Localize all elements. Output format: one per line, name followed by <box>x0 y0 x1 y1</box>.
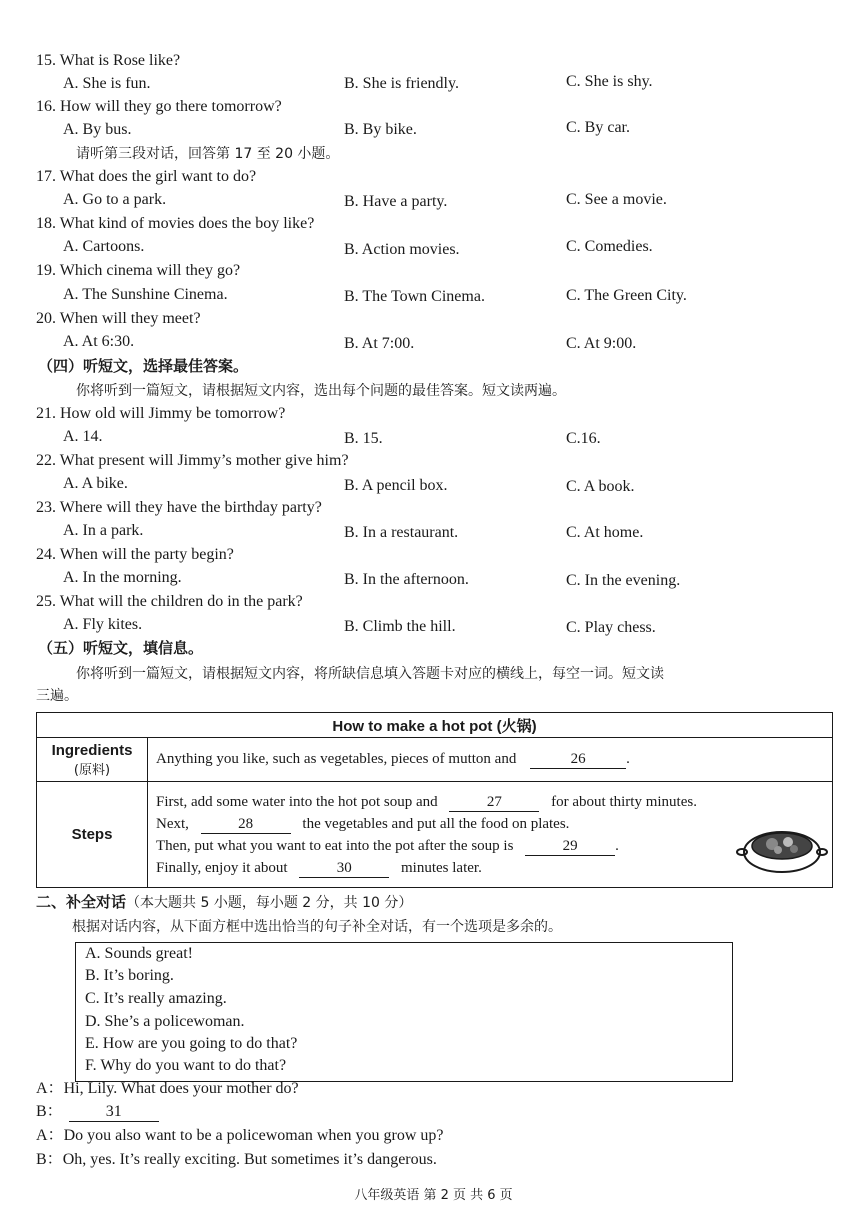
step-2-pre: Next, <box>156 815 189 832</box>
question-17-option-b: B. Have a party. <box>344 193 448 210</box>
step-1-pre: First, add some water into the hot pot soup and <box>156 793 438 810</box>
question-24-option-c: C. In the evening. <box>566 572 681 589</box>
step-4-pre: Finally, enjoy it about <box>156 859 288 876</box>
question-18-option-c: C. Comedies. <box>566 238 653 255</box>
question-16-option-c: C. By car. <box>566 119 630 136</box>
dialog-line-4 <box>36 1150 437 1170</box>
step-2-post: the vegetables and put all the food on plates. <box>302 815 570 832</box>
step-1 <box>156 791 832 813</box>
part-2-heading: 二、补全对话 <box>36 893 127 911</box>
blank-30: 30 <box>299 859 389 878</box>
dialog-text: Oh, yes. It’s really exciting. But sometimes it’s dangerous. <box>62 1151 437 1168</box>
step-4-post: minutes later. <box>401 859 482 876</box>
question-19-option-a: A. The Sunshine Cinema. <box>63 286 228 303</box>
question-19-option-b: B. The Town Cinema. <box>344 288 485 305</box>
option-b: B. It’s boring. <box>85 967 174 984</box>
ingredients-text: Anything you like, such as vegetables, pieces of mutton and <box>156 751 517 767</box>
option-a: A. Sounds great! <box>85 945 193 962</box>
ingredients-label-cn: (原料) <box>73 762 111 778</box>
page-footer: 八年级英语 第 2 页 共 6 页 <box>354 1188 513 1203</box>
question-19-stem: 19. Which cinema will they go? <box>36 262 241 279</box>
question-16-option-a: A. By bus. <box>63 121 132 138</box>
question-25-option-a: A. Fly kites. <box>63 616 143 633</box>
dialog-speaker: A： <box>36 1127 64 1144</box>
part-2-instruction: 根据对话内容，从下面方框中选出恰当的句子补全对话，有一个选项是多余的。 <box>72 919 562 935</box>
section-5-instruction-line-2: 三遍。 <box>36 688 78 704</box>
dialog-speaker: B： <box>36 1151 63 1168</box>
question-22-option-b: B. A pencil box. <box>344 477 448 494</box>
dialog-speaker: B： <box>36 1103 63 1120</box>
dialog-line-1 <box>36 1079 299 1099</box>
steps-cell <box>148 782 833 888</box>
section-5-heading: （五）听短文，填信息。 <box>38 639 204 657</box>
steps-label: Steps <box>37 782 148 888</box>
option-e: E. How are you going to do that? <box>85 1035 298 1052</box>
question-15-option-b: B. She is friendly. <box>344 75 459 92</box>
dialog-text: Do you also want to be a policewoman when you grow up? <box>63 1127 444 1144</box>
question-15-option-a: A. She is fun. <box>63 75 151 92</box>
question-25-option-b: B. Climb the hill. <box>344 618 456 635</box>
question-18-option-b: B. Action movies. <box>344 241 460 258</box>
step-2 <box>156 813 832 835</box>
question-21-option-c: C.16. <box>566 430 601 447</box>
ingredients-label-cell <box>37 738 148 782</box>
ingredients-period: . <box>626 751 630 767</box>
step-4 <box>156 857 832 879</box>
blank-29: 29 <box>525 837 615 856</box>
blank-31: 31 <box>69 1103 159 1122</box>
dialog-line-3 <box>36 1126 443 1146</box>
dialog-speaker: A： <box>36 1080 64 1097</box>
blank-28: 28 <box>201 815 291 834</box>
part-2-heading-line <box>36 892 412 913</box>
question-25-option-c: C. Play chess. <box>566 619 656 636</box>
step-3 <box>156 835 832 857</box>
section-4-heading: （四）听短文，选择最佳答案。 <box>38 357 249 375</box>
blank-26: 26 <box>530 750 626 769</box>
question-20-stem: 20. When will they meet? <box>36 310 201 327</box>
question-23-stem: 23. Where will they have the birthday party? <box>36 499 322 516</box>
question-21-stem: 21. How old will Jimmy be tomorrow? <box>36 405 286 422</box>
question-23-option-b: B. In a restaurant. <box>344 524 459 541</box>
hotpot-table <box>36 712 833 888</box>
ingredients-label: Ingredients <box>51 741 133 759</box>
hotpot-table-title: How to make a hot pot (火锅) <box>37 713 833 738</box>
question-20-option-c: C. At 9:00. <box>566 335 637 352</box>
question-18-stem: 18. What kind of movies does the boy like? <box>36 215 315 232</box>
question-16-option-b: B. By bike. <box>344 121 417 138</box>
ingredients-cell <box>148 738 833 782</box>
question-24-option-a: A. In the morning. <box>63 569 182 586</box>
question-21-option-b: B. 15. <box>344 430 383 447</box>
step-1-post: for about thirty minutes. <box>551 793 697 810</box>
question-16-stem: 16. How will they go there tomorrow? <box>36 98 282 115</box>
step-3-period: . <box>615 837 619 854</box>
step-3-pre: Then, put what you want to eat into the pot after the soup is <box>156 837 514 854</box>
hot-pot-illustration <box>736 822 828 878</box>
dialog-line-2 <box>36 1102 159 1122</box>
part-2-score-note: （本大题共 5 小题，每小题 2 分，共 10 分） <box>126 895 413 911</box>
question-21-option-a: A. 14. <box>63 428 103 445</box>
dialog-text: Hi, Lily. What does your mother do? <box>63 1080 299 1097</box>
question-23-option-a: A. In a park. <box>63 522 144 539</box>
question-15-stem: 15. What is Rose like? <box>36 52 181 69</box>
question-18-option-a: A. Cartoons. <box>63 238 145 255</box>
question-24-option-b: B. In the afternoon. <box>344 571 469 588</box>
dialog-3-instruction: 请听第三段对话，回答第 17 至 20 小题。 <box>76 146 340 162</box>
question-17-option-c: C. See a movie. <box>566 191 667 208</box>
option-d: D. She’s a policewoman. <box>85 1013 245 1030</box>
question-17-option-a: A. Go to a park. <box>63 191 167 208</box>
question-22-option-a: A. A bike. <box>63 475 128 492</box>
option-f: F. Why do you want to do that? <box>85 1057 287 1074</box>
question-20-option-b: B. At 7:00. <box>344 335 415 352</box>
section-4-instruction: 你将听到一篇短文，请根据短文内容，选出每个问题的最佳答案。短文读两遍。 <box>76 383 566 399</box>
dialog-options-box <box>75 942 733 1082</box>
question-17-stem: 17. What does the girl want to do? <box>36 168 257 185</box>
question-19-option-c: C. The Green City. <box>566 287 687 304</box>
section-5-instruction-line-1: 你将听到一篇短文，请根据短文内容，将所缺信息填入答题卡对应的横线上，每空一词。短文读 <box>76 666 664 682</box>
question-25-stem: 25. What will the children do in the park? <box>36 593 303 610</box>
question-24-stem: 24. When will the party begin? <box>36 546 234 563</box>
option-c: C. It’s really amazing. <box>85 990 227 1007</box>
question-22-option-c: C. A book. <box>566 478 635 495</box>
question-22-stem: 22. What present will Jimmy’s mother give him? <box>36 452 349 469</box>
blank-27: 27 <box>449 793 539 812</box>
question-23-option-c: C. At home. <box>566 524 644 541</box>
question-15-option-c: C. She is shy. <box>566 73 653 90</box>
question-20-option-a: A. At 6:30. <box>63 333 135 350</box>
